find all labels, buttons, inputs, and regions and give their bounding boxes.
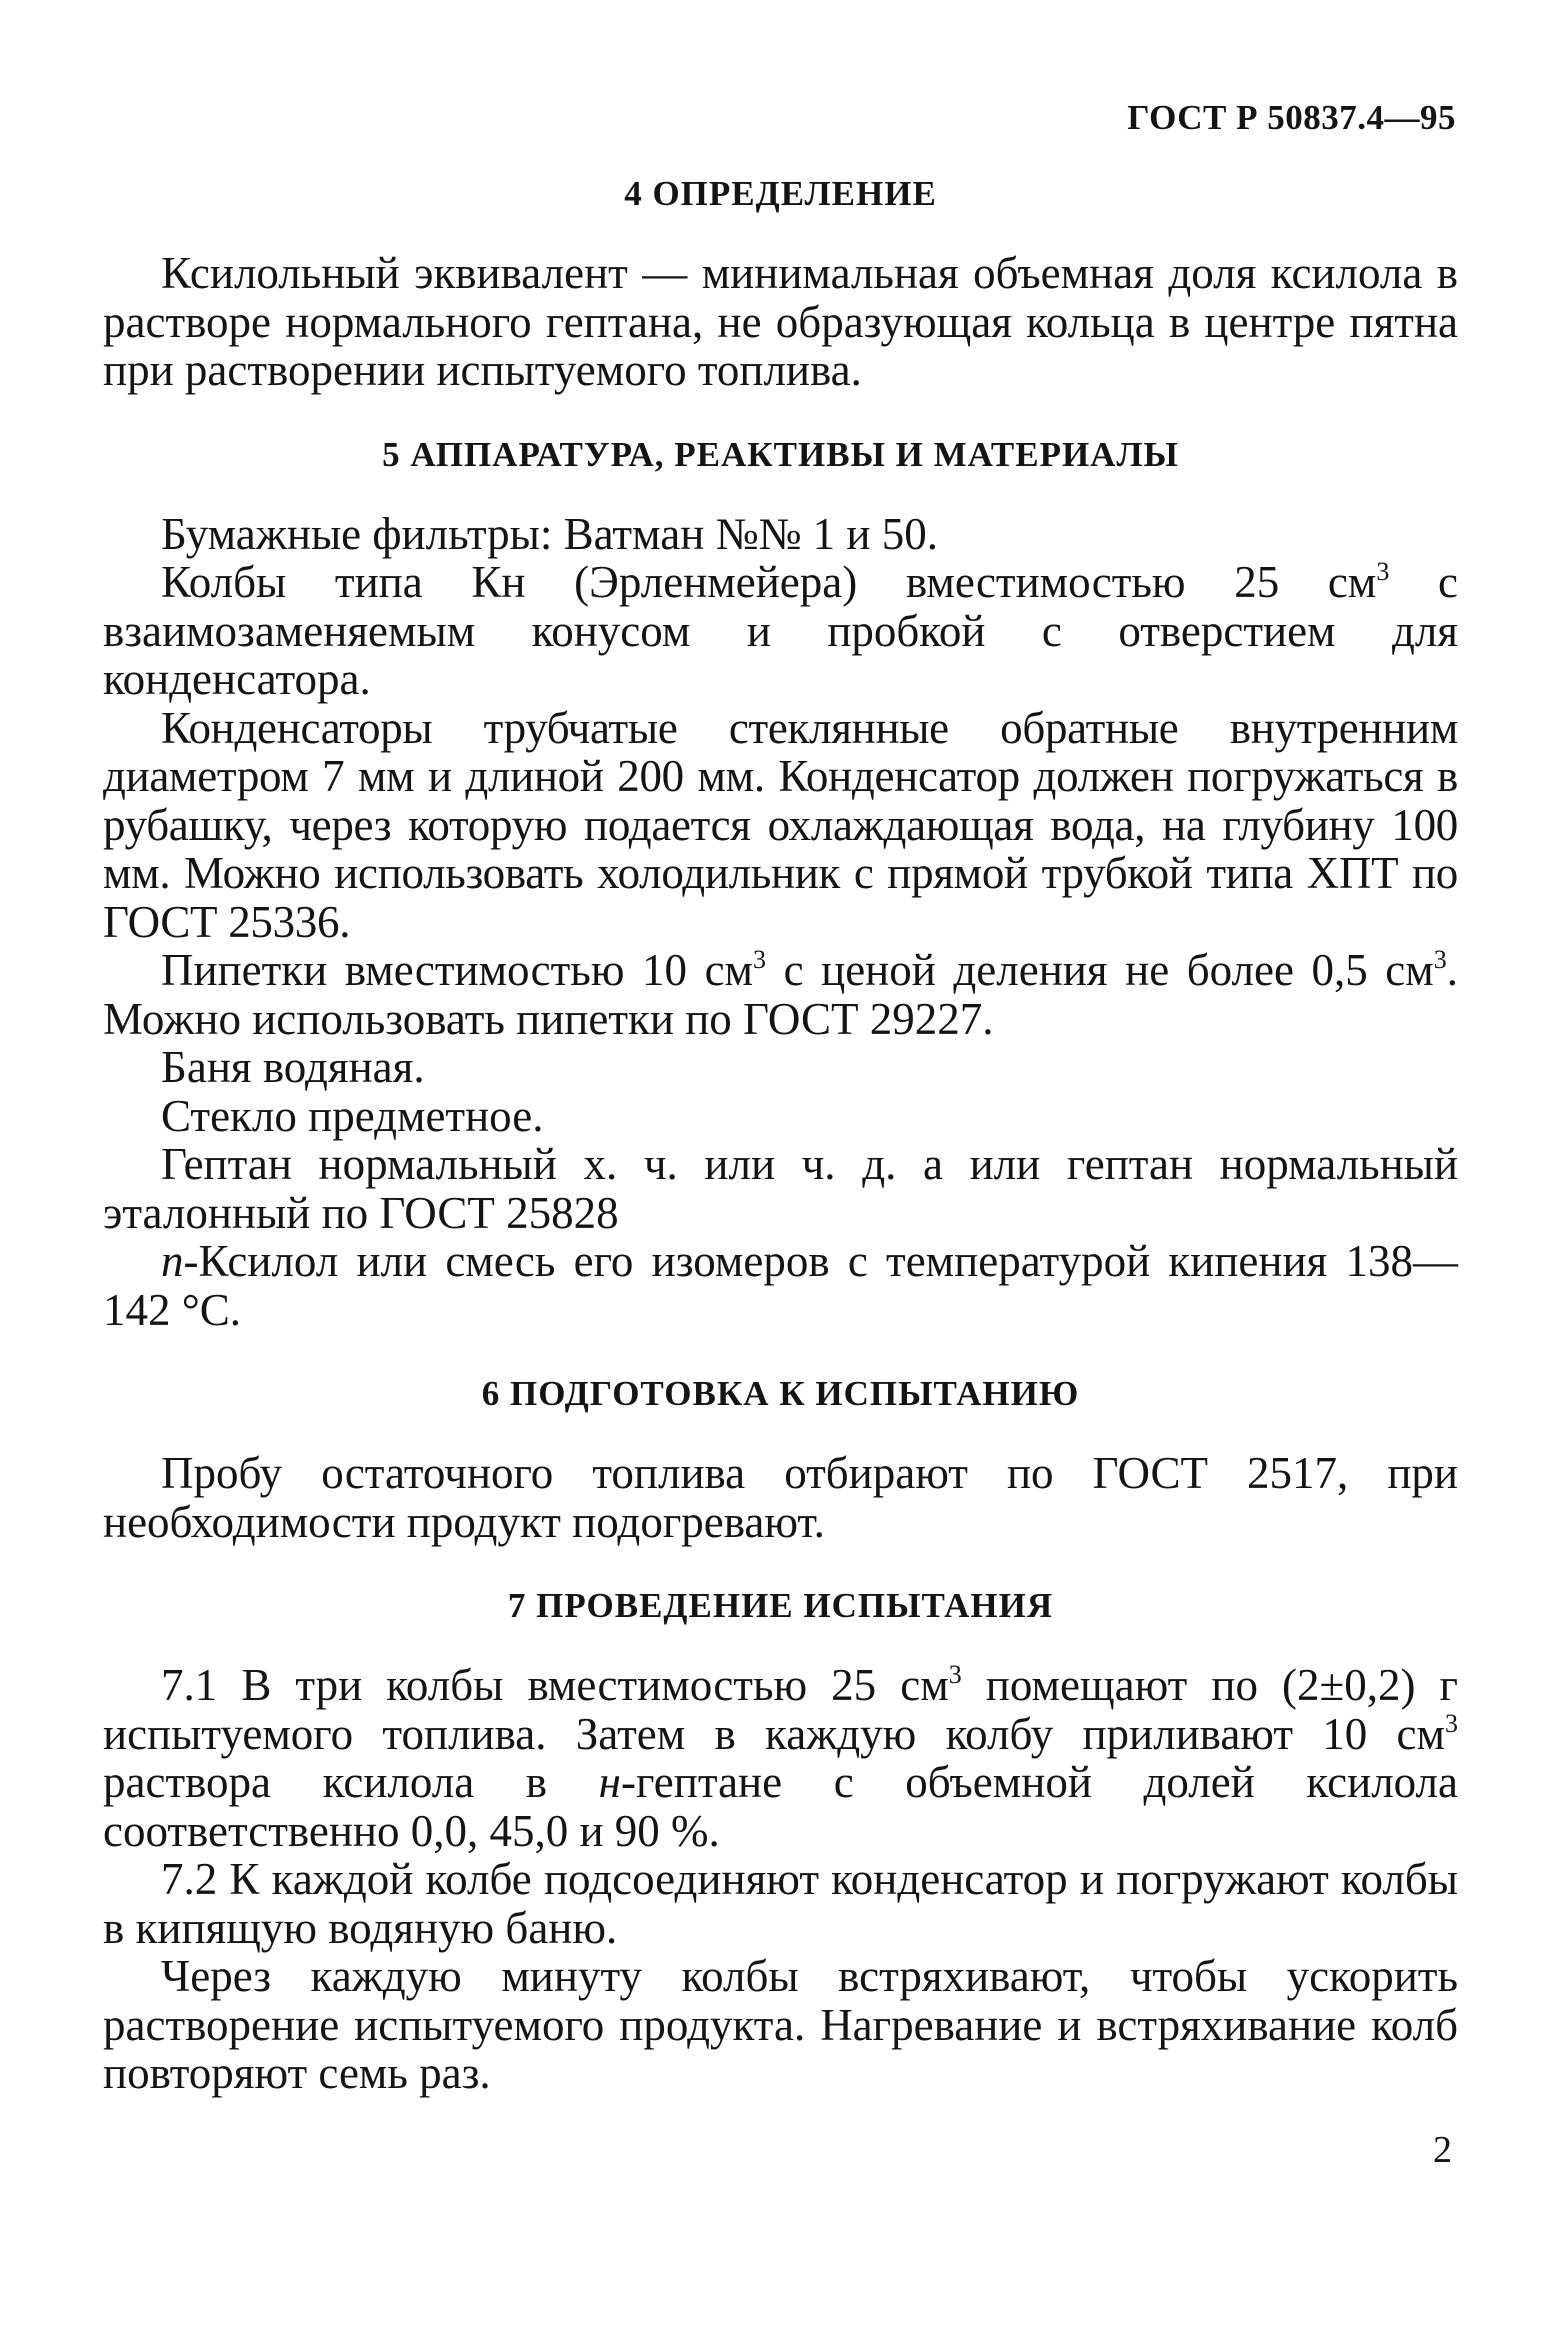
step-7-1-superscript-1: 3 [948,1660,962,1689]
heptane-paragraph: Гептан нормальный х. ч. или ч. д. а или гептан нормальный эталонный по ГОСТ 25828 [103,1139,1458,1238]
slide-glass-paragraph: Стекло предметное. [161,1090,544,1141]
xylene-paragraph [103,1237,1458,1334]
step-7-1-superscript-2: 3 [1445,1708,1458,1738]
step-7-1-text-a: 7.1 В три колбы вместимостью 25 см [161,1660,949,1710]
pipettes-text-b: с ценой деления не более 0,5 см [766,945,1434,995]
flasks-paragraph [103,558,1458,704]
section-5-heading: 5 АППАРАТУРА, РЕАКТИВЫ И МАТЕРИАЛЫ [382,434,1179,474]
document-code: ГОСТ Р 50837.4—95 [1127,98,1456,137]
step-7-2-paragraph: 7.2 К каждой колбе подсоединяют конденсатор и погружают колбы в кипящую водяную баню. [103,1854,1458,1953]
definition-paragraph: Ксилольный эквивалент — минимальная объемная доля ксилола в растворе нормального гептана, не образующая кольца в центре пятна при растворении испытуемого топлива. [103,248,1458,395]
step-7-1-italic: н [598,1757,621,1807]
water-bath-paragraph: Баня водяная. [161,1042,425,1092]
step-7-1-paragraph [103,1661,1458,1855]
flasks-text-a: Колбы типа Кн (Эрленмейера) вместимостью 25 см [161,557,1377,607]
condensers-paragraph: Конденсаторы трубчатые стеклянные обратные внутренним диаметром 7 мм и длиной 200 мм. Конденсатор должен погружаться в рубашку, через которую подается охлаждающая вода, на глубину 100 мм. Можно использовать холодильник с прямой трубкой типа ХПТ по ГОСТ 25336. [103,702,1458,947]
pipettes-superscript-2: 3 [1433,945,1447,974]
step-7-1-text-c: раствора ксилола в [103,1757,599,1807]
step-7-1-text-d: -гептане с объемной долей ксилола соответственно 0,0, 45,0 и 90 %. [103,1757,1458,1856]
page-number: 2 [1433,2129,1452,2171]
pipettes-superscript-1: 3 [753,945,767,974]
pipettes-text-a: Пипетки вместимостью 10 см [161,945,754,995]
step-7-1-text-b: помещают по (2±0,2) г испытуемого топлива. Затем в каждую колбу приливают 10 см [103,1660,1458,1759]
filters-paragraph: Бумажные фильтры: Ватман №№ 1 и 50. [161,508,939,559]
section-6-heading: 6 ПОДГОТОВКА К ИСПЫТАНИЮ [481,1374,1080,1413]
shaking-paragraph: Через каждую минуту колбы встряхивают, чтобы ускорить растворение испытуемого продукта. Нагревание и встряхивание колб повторяют семь раз. [103,1951,1458,2098]
flasks-superscript: 3 [1376,557,1390,586]
section-7-heading: 7 ПРОВЕДЕНИЕ ИСПЫТАНИЯ [507,1586,1054,1625]
flasks-text-b: с взаимозаменяемым конусом и пробкой с отверстием для конденсатора. [103,557,1458,704]
xylene-prefix: n [161,1236,184,1286]
pipettes-text-c: . Можно использовать пипетки по ГОСТ 29227. [103,945,1459,1044]
document-body [103,170,1458,2098]
pipettes-paragraph [103,946,1458,1043]
xylene-text: -Ксилол или смесь его изомеров с температурой кипения 138—142 °С. [103,1236,1458,1335]
section-4-heading: 4 ОПРЕДЕЛЕНИЕ [624,174,937,213]
sampling-paragraph: Пробу остаточного топлива отбирают по ГОСТ 2517, при необходимости продукт подогревают. [103,1448,1458,1547]
